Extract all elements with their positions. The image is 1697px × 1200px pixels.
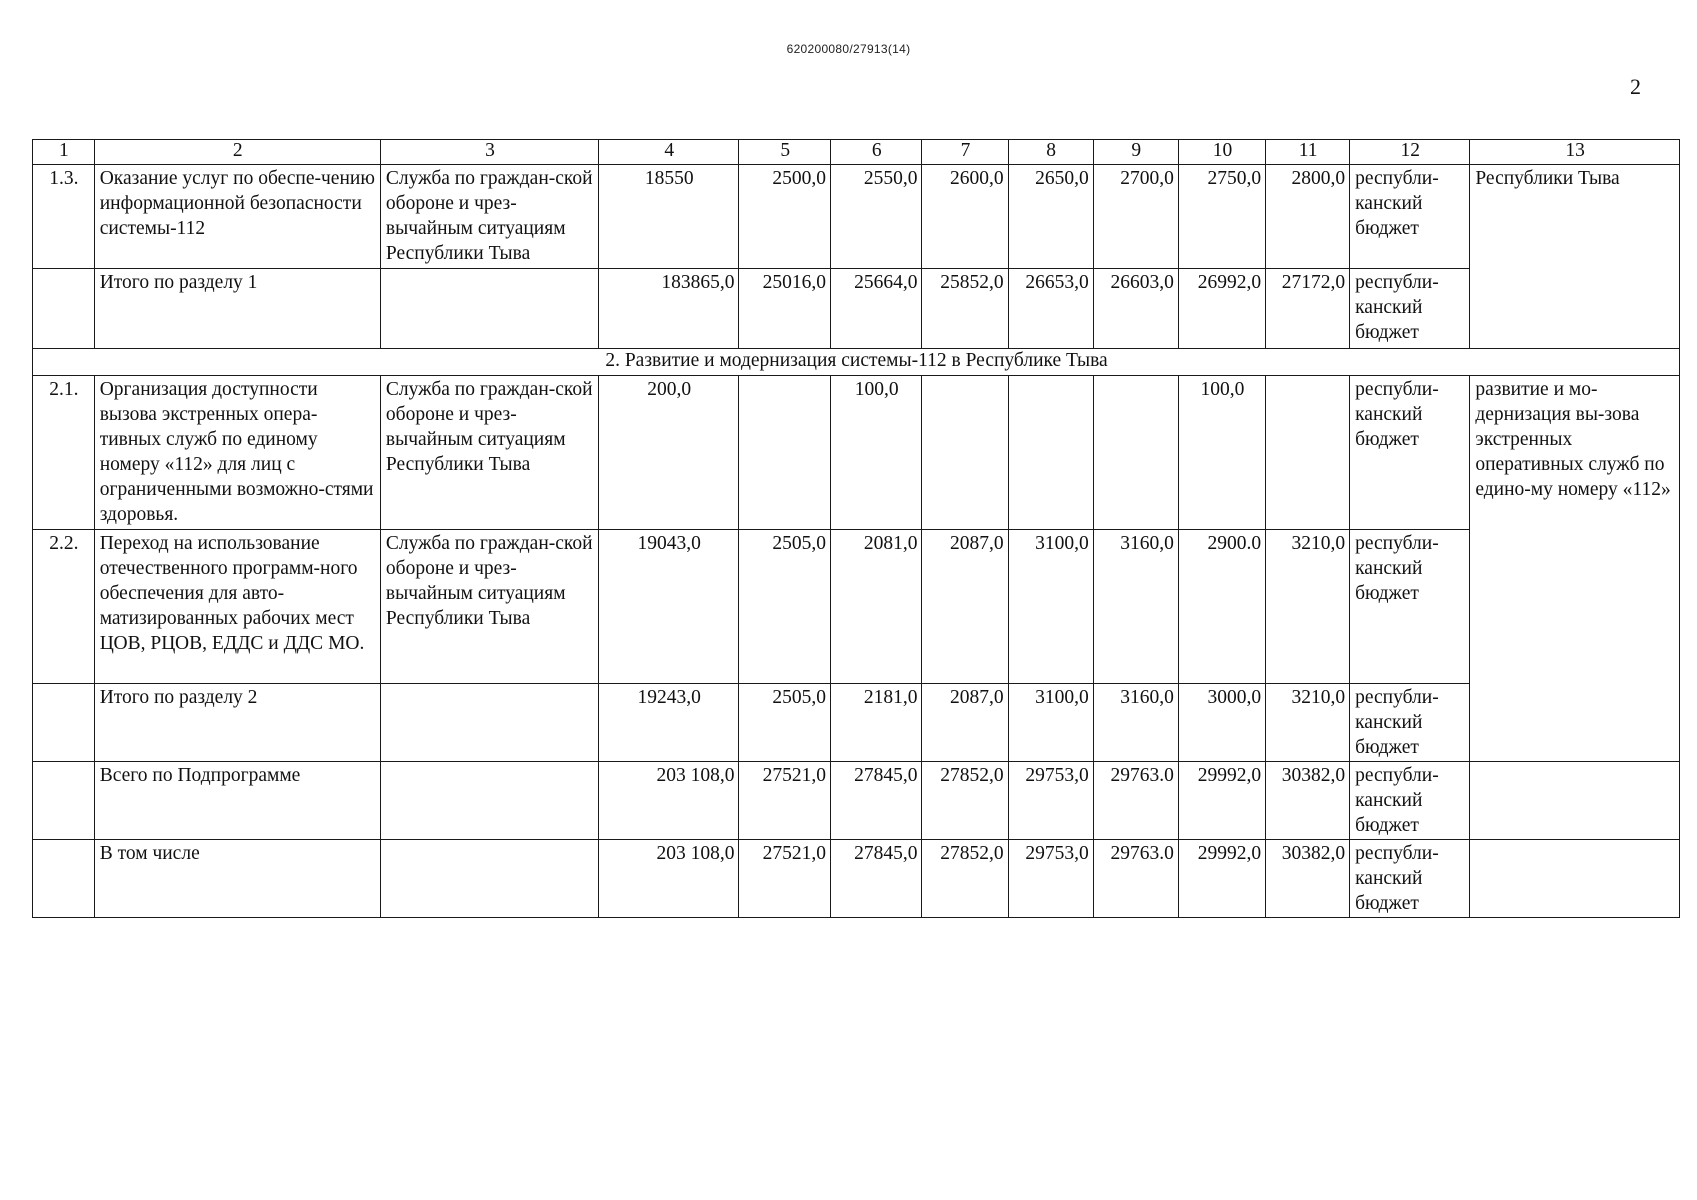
column-number: 9: [1093, 140, 1178, 165]
value-cell: 3100,0: [1008, 530, 1093, 684]
measure-name: Организация доступности вызова экстренных опера-тивных служб по единому номеру «112» для лиц с ограниченными возможно-стями здоровья.: [94, 376, 380, 530]
funding-source: республи-канский бюджет: [1350, 684, 1470, 762]
value-cell: 29992,0: [1178, 762, 1265, 840]
executor: [380, 762, 598, 840]
column-number: 7: [922, 140, 1008, 165]
measure-name: Оказание услуг по обеспе-чению информационной безопасности системы-112: [94, 165, 380, 269]
value-cell: 29763.0: [1093, 840, 1178, 918]
value-cell: 3210,0: [1266, 530, 1350, 684]
expected-result: развитие и мо-дернизация вы-зова экстренных оперативных служб по едино-му номеру «112»: [1470, 376, 1680, 762]
expected-result: [1470, 762, 1680, 840]
value-cell: [922, 376, 1008, 530]
value-cell: 25664,0: [830, 269, 922, 349]
executor: Служба по граждан-ской обороне и чрез-вычайным ситуациям Республики Тыва: [380, 376, 598, 530]
value-cell: 29763.0: [1093, 762, 1178, 840]
executor: Служба по граждан-ской обороне и чрез-вычайным ситуациям Республики Тыва: [380, 530, 598, 684]
column-number: 2: [94, 140, 380, 165]
table-row: [33, 376, 1680, 530]
column-number: 11: [1266, 140, 1350, 165]
budget-table: [32, 139, 1680, 918]
column-number: 8: [1008, 140, 1093, 165]
value-cell: 3000,0: [1178, 684, 1265, 762]
table-row: [33, 269, 1680, 349]
column-number: 12: [1350, 140, 1470, 165]
column-numbers-row: [33, 140, 1680, 165]
section-title: 2. Развитие и модернизация системы-112 в Республике Тыва: [33, 349, 1680, 376]
value-cell: 3160,0: [1093, 530, 1178, 684]
value-total: 203 108,0: [599, 762, 739, 840]
value-total: 18550: [599, 165, 739, 269]
value-cell: 2650,0: [1008, 165, 1093, 269]
value-cell: 26653,0: [1008, 269, 1093, 349]
column-number: 4: [599, 140, 739, 165]
page-number: 2: [1630, 74, 1641, 99]
value-cell: 2087,0: [922, 530, 1008, 684]
value-cell: 2600,0: [922, 165, 1008, 269]
funding-source: республи-канский бюджет: [1350, 376, 1470, 530]
executor: [380, 840, 598, 918]
column-number: 10: [1178, 140, 1265, 165]
column-number: 13: [1470, 140, 1680, 165]
executor: [380, 684, 598, 762]
value-cell: 26603,0: [1093, 269, 1178, 349]
funding-source: республи-канский бюджет: [1350, 269, 1470, 349]
value-cell: 29753,0: [1008, 840, 1093, 918]
value-cell: 29992,0: [1178, 840, 1265, 918]
value-total: 183865,0: [599, 269, 739, 349]
value-total: 19043,0: [599, 530, 739, 684]
value-cell: 27845,0: [830, 840, 922, 918]
executor: Служба по граждан-ской обороне и чрез-вычайным ситуациям Республики Тыва: [380, 165, 598, 269]
value-cell: 3100,0: [1008, 684, 1093, 762]
value-cell: 100,0: [1178, 376, 1265, 530]
value-cell: 2505,0: [739, 684, 831, 762]
value-total: 19243,0: [599, 684, 739, 762]
measure-name: Всего по Подпрограмме: [94, 762, 380, 840]
value-cell: 27521,0: [739, 762, 831, 840]
funding-source: республи-канский бюджет: [1350, 530, 1470, 684]
value-cell: [1266, 376, 1350, 530]
column-number: 3: [380, 140, 598, 165]
value-cell: [739, 376, 831, 530]
executor: [380, 269, 598, 349]
expected-result: [1470, 840, 1680, 918]
table-row: [33, 684, 1680, 762]
table-row: [33, 165, 1680, 269]
row-number: 2.1.: [33, 376, 95, 530]
value-cell: 2500,0: [739, 165, 831, 269]
row-number: [33, 684, 95, 762]
row-number: [33, 840, 95, 918]
funding-source: республи-канский бюджет: [1350, 165, 1470, 269]
value-cell: 29753,0: [1008, 762, 1093, 840]
value-cell: 26992,0: [1178, 269, 1265, 349]
value-cell: 25016,0: [739, 269, 831, 349]
value-cell: 3160,0: [1093, 684, 1178, 762]
value-cell: 30382,0: [1266, 840, 1350, 918]
value-cell: 2081,0: [830, 530, 922, 684]
measure-name: Переход на использование отечественного программ-ного обеспечения для авто-матизированных рабочих мест ЦОВ, РЦОВ, ЕДДС и ДДС МО.: [94, 530, 380, 684]
table-row: [33, 530, 1680, 684]
column-number: 6: [830, 140, 922, 165]
value-cell: 100,0: [830, 376, 922, 530]
value-total: 203 108,0: [599, 840, 739, 918]
expected-result: Республики Тыва: [1470, 165, 1680, 349]
value-cell: 27852,0: [922, 762, 1008, 840]
row-number: 2.2.: [33, 530, 95, 684]
value-cell: 2750,0: [1178, 165, 1265, 269]
measure-name: Итого по разделу 2: [94, 684, 380, 762]
value-cell: 27845,0: [830, 762, 922, 840]
value-cell: 2700,0: [1093, 165, 1178, 269]
value-cell: 2181,0: [830, 684, 922, 762]
value-cell: 30382,0: [1266, 762, 1350, 840]
value-cell: 2505,0: [739, 530, 831, 684]
value-cell: 2800,0: [1266, 165, 1350, 269]
funding-source: республи-канский бюджет: [1350, 762, 1470, 840]
column-number: 1: [33, 140, 95, 165]
funding-source: республи-канский бюджет: [1350, 840, 1470, 918]
column-number: 5: [739, 140, 831, 165]
value-cell: 2087,0: [922, 684, 1008, 762]
value-cell: 27852,0: [922, 840, 1008, 918]
value-cell: 2550,0: [830, 165, 922, 269]
value-cell: 3210,0: [1266, 684, 1350, 762]
value-cell: 25852,0: [922, 269, 1008, 349]
value-cell: [1093, 376, 1178, 530]
row-number: [33, 762, 95, 840]
value-cell: 27172,0: [1266, 269, 1350, 349]
row-number: 1.3.: [33, 165, 95, 269]
measure-name: Итого по разделу 1: [94, 269, 380, 349]
value-cell: [1008, 376, 1093, 530]
value-cell: 2900.0: [1178, 530, 1265, 684]
document-id: 620200080/27913(14): [786, 42, 911, 56]
table-row: [33, 762, 1680, 840]
value-total: 200,0: [599, 376, 739, 530]
row-number: [33, 269, 95, 349]
value-cell: 27521,0: [739, 840, 831, 918]
section-row: [33, 349, 1680, 376]
measure-name: В том числе: [94, 840, 380, 918]
table-row: [33, 840, 1680, 918]
